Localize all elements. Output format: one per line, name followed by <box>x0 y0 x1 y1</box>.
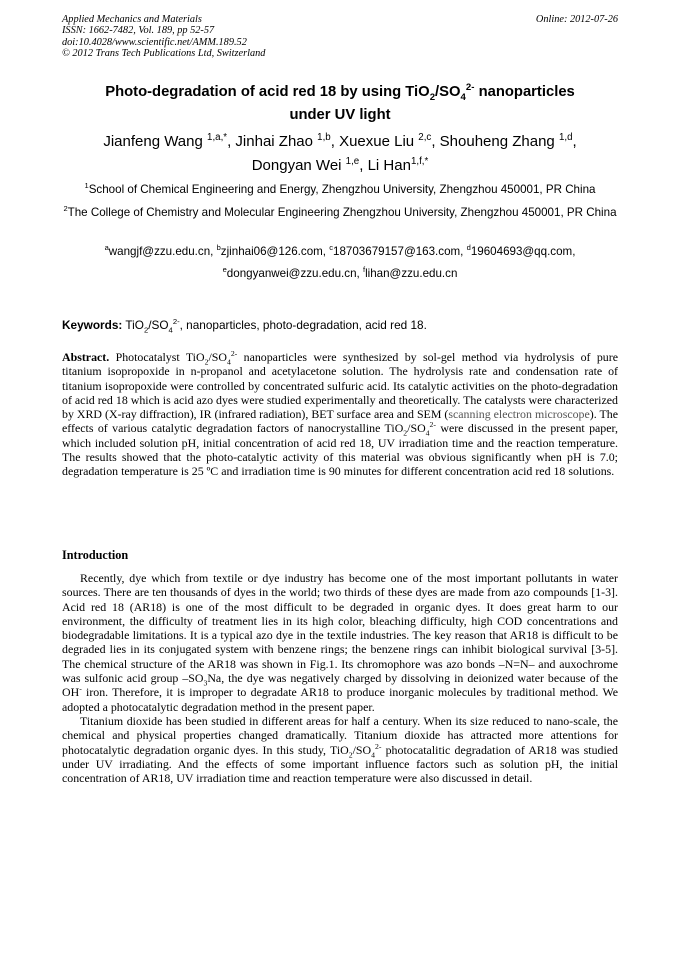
author: Xuexue Liu $^{2,c}$, <box>339 132 440 150</box>
keywords-label: Keywords: <box>62 318 123 332</box>
email[interactable]: $^b$zjinhai06@126.com, <box>216 243 330 258</box>
paragraph: Recently, dye which from textile or dye industry has become one of the most important pollutants in water sources. There are ten thousands of dyes in the world; two thirds of these dyes are made from azo compounds [1-3]. Acid red 18 (AR18) is one of the most difficult to be degraded in organic dyes. It does great harm to our environment, the difficulty of treatment lies in its high color, bleaching difficulty, high COD concentrations and biodegradable limitations. It is a typical azo dye in the textile industries. The key reason that AR18 is difficult to be degraded lies in its conjugated system with benzene rings; the benzene rings can inhibit biological survival [3-5]. The chemical structure of the AR18 was shown in Fig.1. Its chromophore was azo bonds –N=N– and auxochrome was sulfonic acid group $-SO_3Na$, the dye was negatively charged by dissolving in deionized water because of the OH- iron. Therefore, it is improper to degradate AR18 to produce inorganic molecules by traditional method. We adopted a photocatalytic degradation method in the present paper. <box>62 571 618 714</box>
keywords: Keywords: $TiO_2/SO_4^{2-}$, nanoparticles, photo-degradation, acid red 18. <box>62 317 427 335</box>
doi: doi:10.4028/www.scientific.net/AMM.189.52 <box>62 36 247 48</box>
affiliation-2: $^2$The College of Chemistry and Molecular Engineering Zhengzhou University, Zhengzhou 450001, PR China <box>63 204 617 219</box>
abstract-label: Abstract. <box>62 350 110 364</box>
email[interactable]: $^d$19604693@qq.com, <box>466 243 576 258</box>
journal-name: Applied Mechanics and Materials <box>62 14 202 25</box>
email[interactable]: $^f$lihan@zzu.edu.cn <box>362 265 458 280</box>
paragraph: Titanium dioxide has been studied in different areas for half a century. When its size reduced to nano-scale, the chemical and physical properties changed dramatically. Titanium dioxide has attracted more attentions for photocatalytic degradation organic dyes. In this study, $TiO_2/SO_4^{2-}$ photocatalitic degradation of AR18 was studied under UV irradiating. And the effects of some important influence factors such as solution pH, the initial concentration of AR18, UV irradiation time and reaction temperature were also discussed in detail. <box>62 713 618 786</box>
author: Shouheng Zhang $^{1,d}$, <box>439 132 577 150</box>
email[interactable]: $^e$dongyanwei@zzu.edu.cn, <box>222 265 363 280</box>
affiliation-1: $^1$School of Chemical Engineering and Energy, Zhengzhou University, Zhengzhou 450001, PR China <box>84 181 596 196</box>
journal-header <box>62 14 618 59</box>
email[interactable]: $^c$18703679157@163.com, <box>329 243 467 258</box>
introduction-body <box>62 571 618 785</box>
issn: ISSN: 1662-7482, Vol. 189, pp 52-57 <box>62 25 215 37</box>
abstract <box>62 350 618 479</box>
abstract-text: Abstract. Photocatalyst $TiO_2/SO_4^{2-}$ nanoparticles were synthesized by sol-gel method via hydrolysis of pure titanium isopropoxide in n-propanol and acetylacetone solution. The hydrolysis rate and condensation rate of titanium isopropoxide were controlled by concentrated sulfuric acid. Its catalytic activities on the photo-degradation of acid red 18 which is acid azo dyes were studied experimentally and theoretically. The catalysts were characterized by XRD (X-ray diffraction), IR (infrared radiation), BET surface area and SEM (scanning electron microscope). The effects of various catalytic degradation factors of nanocrystalline $TiO_2/SO_4^{2-}$ were discussed in the present paper, which included solution pH, initial concentration of acid red 18, UV irradiation time and the reaction temperature. The results showed that the photo-catalytic activity of this material was obvious significantly when pH is 7.0; degradation temperature is 25 ºC and irradiation time is 90 minutes for different concentration acid red 18 solutions. <box>62 349 618 479</box>
author-list <box>62 130 618 178</box>
email-list <box>62 241 618 285</box>
author: Jinhai Zhao $^{1,b}$, <box>235 132 340 150</box>
author: Jianfeng Wang $^{1,a,*}$, <box>103 132 236 150</box>
email[interactable]: $^a$wangjf@zzu.edu.cn, <box>104 243 217 258</box>
author: Li Han$^{1,f,*}$ <box>367 156 429 174</box>
copyright: © 2012 Trans Tech Publications Ltd, Switzerland <box>62 47 266 59</box>
section-heading-introduction: Introduction <box>62 548 129 562</box>
online-date: Online: 2012-07-26 <box>535 14 618 25</box>
author: Dongyan Wei $^{1,e}$, <box>251 156 368 174</box>
paper-title: Photo-degradation of acid red 18 by using $TiO_2/SO_4^{2-}$ nanoparticles under UV light <box>105 82 575 123</box>
